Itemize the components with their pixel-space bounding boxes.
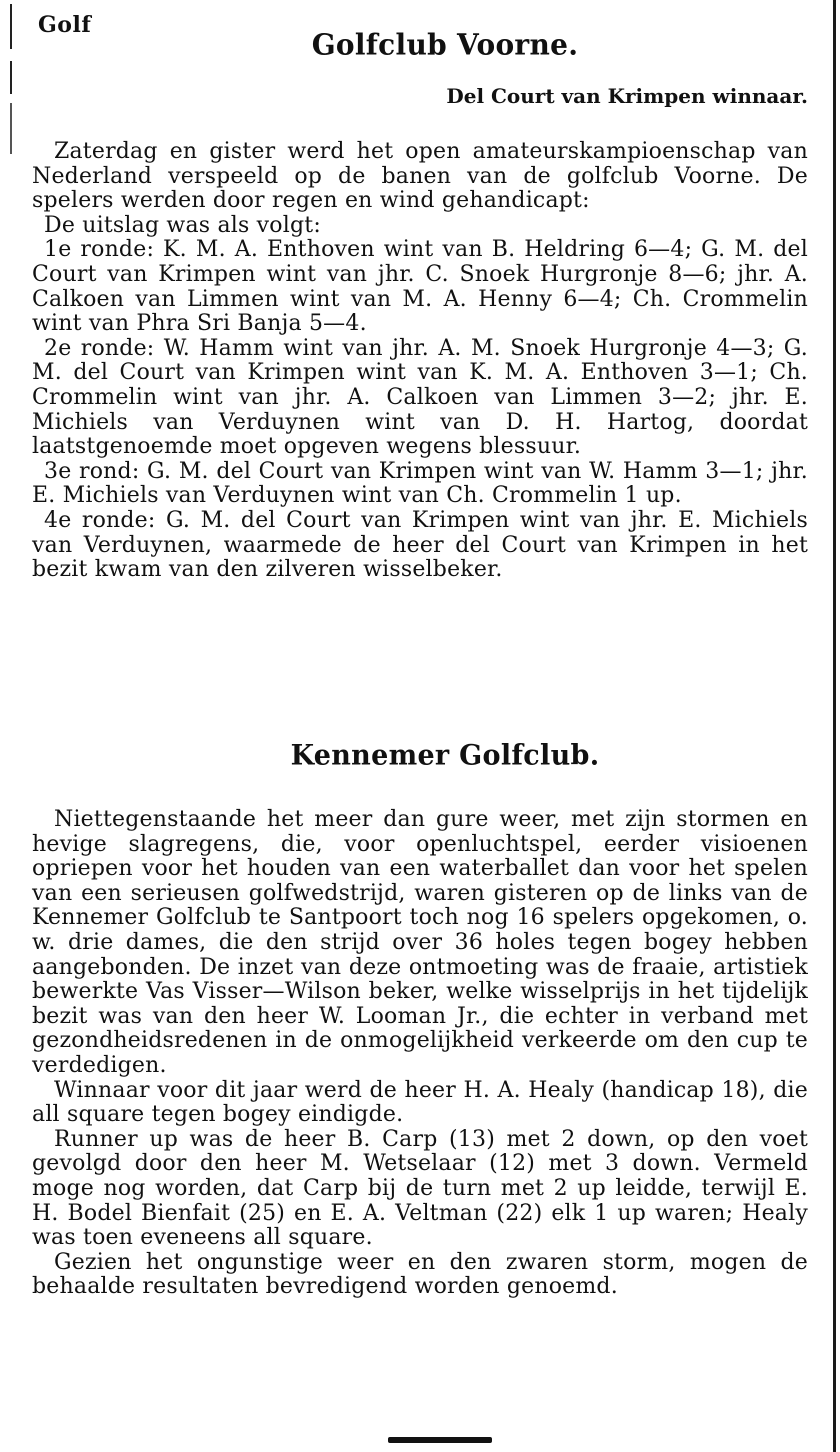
left-column-rule bbox=[10, 4, 12, 154]
article-body-kennemer bbox=[32, 808, 808, 1300]
right-column-rule bbox=[833, 0, 836, 1452]
paragraph: 1e ronde: K. M. A. Enthoven wint van B. Heldring 6—4; G. M. del Court van Krimpen wint van jhr. C. Snoek Hurgronje 8—6; jhr. A. Calkoen van Limmen wint van M. A. Henny 6—4; Ch. Crommelin wint van Phra Sri Banja 5—4. bbox=[32, 237, 808, 337]
paragraph: Winnaar voor dit jaar werd de heer H. A. Healy (handicap 18), die all square tegen bogey eindigde. bbox=[32, 1077, 808, 1128]
paragraph: Zaterdag en gister werd het open amateurskampioenschap van Nederland verspeeld op de banen van de golfclub Voorne. De spelers werden door regen en wind gehandicapt: bbox=[32, 139, 808, 214]
article-title-voorne: Golfclub Voorne. bbox=[311, 27, 579, 62]
article-body-voorne bbox=[32, 140, 808, 583]
end-of-article-rule bbox=[388, 1437, 492, 1443]
paragraph: Niettegenstaande het meer dan gure weer, met zijn stormen en hevige slagregens, die, voor openluchtspel, eerder visioenen opriepen voor het houden van een waterballet dan voor het spelen van een serieusen golfwedstrijd, waren gisteren op de links van de Kennemer Golfclub te Santpoort toch nog 16 spelers opgekomen, o. w. drie dames, die den strijd over 36 holes tegen bogey hebben aangebonden. De inzet van deze ontmoeting was de fraaie, artistiek bewerkte Vas Visser—Wilson beker, welke wisselprijs in het tijdelijk bezit was van den heer W. Looman Jr., die echter in verband met gezondheidsredenen in de onmogelijkheid verkeerde om den cup te verdedigen. bbox=[32, 807, 808, 1078]
paragraph: Gezien het ongunstige weer en den zwaren storm, mogen de behaalde resultaten bevredigend worden genoemd. bbox=[32, 1249, 808, 1300]
paragraph: Runner up was de heer B. Carp (13) met 2 down, op den voet gevolgd door den heer M. Wetselaar (12) met 3 down. Vermeld moge nog worden, dat Carp bij de turn met 2 up leidde, terwijl E. H. Bodel Bienfait (25) en E. A. Veltman (22) elk 1 up waren; Healy was toen eveneens all square. bbox=[32, 1126, 808, 1251]
section-label: Golf bbox=[38, 12, 92, 38]
paragraph: De uitslag was als volgt: bbox=[44, 212, 321, 238]
paragraph: 2e ronde: W. Hamm wint van jhr. A. M. Snoek Hurgronje 4—3; G. M. del Court van Krimpen wint van K. M. A. Enthoven 3—1; Ch. Crommelin wint van jhr. A. Calkoen van Limmen 3—2; jhr. E. Michiels van Verduynen wint van D. H. Hartog, doordat laatstgenoemde moet opgeven wegens blessuur. bbox=[32, 335, 808, 460]
paragraph: 4e ronde: G. M. del Court van Krimpen wint van jhr. E. Michiels van Verduynen, waarmede de heer del Court van Krimpen in het bezit kwam van den zilveren wisselbeker. bbox=[32, 507, 808, 583]
article-title-kennemer: Kennemer Golfclub. bbox=[290, 739, 600, 772]
article-subtitle-voorne: Del Court van Krimpen winnaar. bbox=[446, 84, 808, 108]
paragraph: 3e rond: G. M. del Court van Krimpen wint van W. Hamm 3—1; jhr. E. Michiels van Verduynen wint van Ch. Crommelin 1 up. bbox=[32, 458, 808, 509]
